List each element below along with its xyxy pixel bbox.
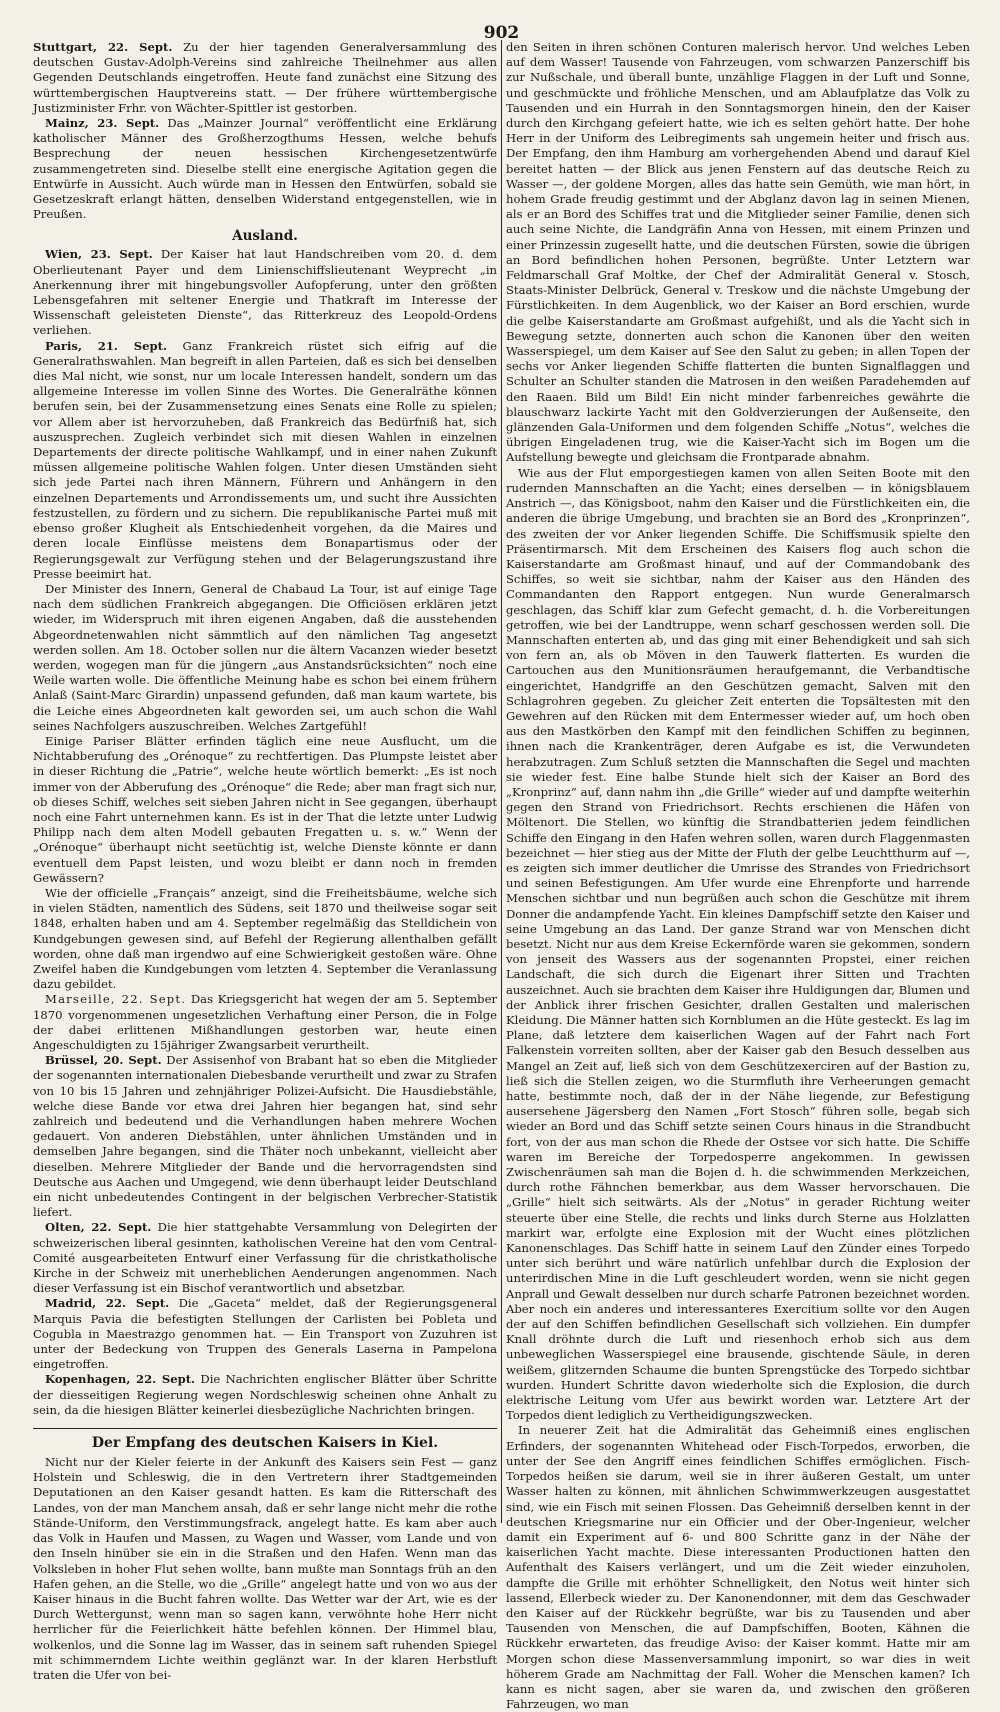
article-madrid [33,1296,497,1372]
dateline: Wien, 23. Sept. [45,247,153,262]
right-column [505,40,970,1712]
dateline: Brüssel, 20. Sept. [45,1053,162,1068]
article-olten [33,1220,497,1296]
article-body: Die „Gaceta“ meldet, daß der Regierungsgeneral Marquis Pavia die befestigten Stellungen der Carlisten bei Pobleta und Cogubla in Maestrazgo genommen hat. — Ein Transport von Zuzuhren ist unter der Bedeckung von Truppen des Generals Laserna in Pampelona eingetroffen. [33,1296,497,1372]
article-body: Das Kriegsgericht hat wegen der am 5. September 1870 vorgenommenen ungesetzlichen Verhaftung einer Person, die in Folge der dabei erlittenen Mißhandlungen gestorben war, heute einen Angeschuldigten zu 15jähriger Zwangsarbeit verurtheilt. [33,992,498,1052]
article-body: Die Nachrichten englischer Blätter über Schritte der diesseitigen Regierung wegen Nordschleswig scheinen ohne Anhalt zu sein, da die hiesigen Blätter keinerlei diesbezügliche Nachrichten bringen. [33,1372,497,1417]
article-body: Der Assisenhof von Brabant hat so eben die Mitglieder der sogenannten internationalen Diebesbande verurtheilt und zwar zu Strafen von 10 bis 15 Jahren und zehnjähriger Polizei-Aufsicht. Die Hausdiebstähle, welche diese Bande vor etwa drei Jahren hier begangen hat, sind sehr zahlreich und bedeutend und die Verhandlungen haben mehrere Wochen gedauert. Von anderen Diebstählen, unter ähnlichen Umständen und in demselben Jahre begangen, sind die Thäter noch unbekannt, vielleicht aber dieselben. Mehrere Mitglieder der Bande und die hervorragendsten sind Deutsche aus Aachen und Umgegend, wie denn überhaupt leider Deutschland ein nicht unbedeutendes Contingent in der belgischen Verbrecher-Statistik liefert. [33,1053,497,1220]
column-divider [501,40,502,1523]
dateline: Madrid, 22. Sept. [45,1296,170,1311]
article-paris-paragraph: Wie der officielle „Français“ anzeigt, sind die Freiheitsbäume, welche sich in vielen Städten, namentlich des Südens, seit 1870 und theilweise sogar seit 1848, erhalten haben und am 4. September regelmäßig das Stelldichein von Kundgebungen gewesen sind, auf Befehl der Regierung allenthalben gefällt worden, ohne daß man irgendwo auf eine Schwierigkeit gestoßen wäre. Ohne Zweifel haben die Kundgebungen vom letzten 4. September die Veranlassung dazu gebildet. [33,885,497,992]
dateline: Olten, 22. Sept. [45,1220,152,1235]
article-paris-paragraph: Der Minister des Innern, General de Chabaud La Tour, ist auf einige Tage nach dem südlichen Frankreich abgegangen. Die Officiösen erklären jetzt wieder, im Widerspruch mit ihren eigenen Angaben, daß die ausstehenden Abgeordnetenwahlen nicht sämmtlich auf den nämlichen Tag angesetzt werden sollen. Am 18. October sollen nur die ältern Vacanzen wieder besetzt werden, wogegen man für die jüngern „aus Anstandsrücksichten“ noch eine Weile warten wolle. Die öffentliche Meinung habe es schon bei einem frühern Anlaß (Saint-Marc Girardin) unpassend gefunden, daß man kaum wartete, bis die Leiche eines Abgeordneten kalt geworden sei, um auch schon die Wahl seines Nachfolgers auszuschreiben. Welches Zartgefühl! [33,581,497,733]
dateline: Stuttgart, 22. Sept. [33,40,173,54]
left-column [33,40,498,1682]
dateline: Kopenhagen, 22. Sept. [45,1372,196,1387]
section-heading-ausland: Ausland. [232,228,298,245]
article-paris-paragraph: Einige Pariser Blätter erfinden täglich eine neue Ausflucht, um die Nichtabberufung des „Orénoque“ zu rechtfertigen. Das Plumpste leistet aber in dieser Richtung die „Patrie“, welche heute wörtlich bemerkt: „Es ist noch immer von der Abberufung des „Orénoque“ die Rede; aber man fragt sich nur, ob dieses Schiff, welches seit sieben Jahren nicht in See gegangen, überhaupt noch eine Fahrt unternehmen kann. Es ist in der That die letzte unter Ludwig Philipp nach dem alten Modell gebauten Fregatten u. s. w.“ Wenn der „Orénoque“ überhaupt nicht seetüchtig ist, welche Dienste könnte er dann eventuell dem Papst leisten, und wozu bleibt er dann noch in fremden Gewässern? [33,733,497,885]
article-kiel-continued: In neuerer Zeit hat die Admiralität das Geheimniß eines englischen Erfinders, der sogenannten Whitehead oder Fisch-Torpedos, erworben, die unter der See den Angriff eines feindlichen Schiffes ermöglichen. Fisch-Torpedos heißen sie darum, weil sie in ihrer äußeren Gestalt, um unter Wasser halten zu können, mit ähnlichen Schwimmwerkzeugen ausgestattet sind, wie ein Fisch mit seinen Flossen. Das Geheimniß derselben kennt in der deutschen Kriegsmarine nur ein Officier und der Ober-Ingenieur, welcher damit ein Experiment auf 6- und 800 Schritte ganz in der Nähe der kaiserlichen Yacht machte. Diese interessanten Productionen hatten den Aufenthalt des Kaisers verlängert, und um die Zeit wieder einzuholen, dampfte die Grille mit erhöhter Schnelligkeit, den Notus weit hinter sich lassend, Ellerbeck wieder zu. Der Kanonendonner, mit dem das Geschwader den Kaiser auf der Rückkehr begrüßte, war bis zu Tausenden und aber Tausenden von Menschen, die auf Dampfschiffen, Booten, Kähnen die Rückkehr erwarteten, das freudige Aviso: der Kaiser kommt. Hatte mir am Morgen schon diese Massenversammlung imponirt, so war dies in weit höherem Grade am Nachmittag der Fall. Woher die Menschen kamen? Ich kann es nicht sagen, aber sie waren da, und zwischen den größeren Fahrzeugen, wo man [505,1423,970,1712]
article-body: Die hier stattgehabte Versammlung von Delegirten der schweizerischen liberal gesinnten, katholischen Vereine hat den vom Central-Comité ausgearbeiteten Entwurf einer Verfassung für die christkatholische Kirche in der Schweiz mit unerheblichen Aenderungen angenommen. Nach dieser Verfassung ist ein Bischof verantwortlich und absetzbar. [33,1220,498,1296]
dateline: Mainz, 23. Sept. [45,116,160,131]
article-kopenhagen [33,1372,497,1418]
article-body: Der Kaiser hat laut Handschreiben vom 20. d. dem Oberlieutenant Payer und dem Linienschiffslieutenant Weyprecht „in Anerkennung ihrer mit hingebungsvoller Aufopferung, unter den größten Lebensgefahren mit seltener Energie und Thatkraft im Interesse der Wissenschaft geleisteten Dienste“, das Ritterkreuz des Leopold-Ordens verliehen. [33,247,497,338]
article-bruessel [33,1053,497,1220]
article-paris [33,339,497,582]
article-wien [33,247,497,338]
article-kiel-body: Nicht nur der Kieler feierte in der Ankunft des Kaisers sein Fest — ganz Holstein und Schleswig, die in den Vertretern ihrer Stadtgemeinden Deputationen an den Kaiser gesandt hatten. Es kam die Ritterschaft des Landes, von der man Manchem ansah, daß er sehr lange nicht mehr die rothe Stände-Uniform, den Verstimmungsfrack, angelegt hatte. Es kam aber auch das Volk in Haufen und Massen, zu Wagen und Wasser, vom Lande und von den Inseln hinüber sie ein in die Straßen und den Hafen. Wenn man das Volksleben in hoher Flut sehen wollte, bann mußte man Sonntags früh an den Hafen gehen, an die Stelle, wo die „Grille“ angelegt hatte und von wo aus der Kaiser hinaus in die Bucht fahren wollte. Das Wetter war der Art, wie es der Durch Wettergunst, wenn man so sagen kann, verwöhnte hohe Herr nicht herrlicher für die Feierlichkeit hätte befehlen können. Der Himmel blau, wolkenlos, und die Sonne lag im Wasser, das in seinem saft ruhenden Spiegel mit schimmerndem Lichte weithin geglänzt war. In der klaren Herbstluft traten die Ufer von bei- [33,1455,497,1682]
article-body: Zu der hier tagenden Generalversammlung des deutschen Gustav-Adolph-Vereins sind zahlreiche Theilnehmer aus allen Gegenden Deutschlands eingetroffen. Heute fand zunächst eine Sitzung des württembergischen Hauptvereins statt. — Der frühere württembergische Justizminister Frhr. von Wächter-Spittler ist gestorben. [33,40,498,115]
article-marseille [33,992,497,1053]
columns [33,40,970,1712]
article-body: Das „Mainzer Journal“ veröffentlicht eine Erklärung katholischer Männer des Großherzogthums Hessen, welche behufs Besprechung der neuen hessischen Kirchengesetzentwürfe zusammengetreten sind. Dieselbe stellt eine energische Agitation gegen die Entwürfe in Aussicht. Auch würde man in Hessen den Entwürfen, sobald sie Gesetzeskraft erlangt hätten, denselben Widerstand entgegenstellen, wie in Preußen. [33,116,498,222]
article-kiel-continued: den Seiten in ihren schönen Conturen malerisch hervor. Und welches Leben auf dem Wasser! Tausende von Fahrzeugen, vom schwarzen Panzerschiff bis zur Nußschale, und überall bunte, unzählige Flaggen in der Luft und Sonne, und geschmückte und fröhliche Menschen, und am Ablaufplatze das Volk zu Tausenden und ein Hurrah in den Sonntagsmorgen hinein, den der Kaiser durch den Kirchgang gefeiert hatte, wie ich es selten gehört hatte. Der hohe Herr in der Uniform des Leibregiments sah ungemein heiter und frisch aus. Der Empfang, den ihm Hamburg am vorhergehenden Abend und darauf Kiel bereitet hatten — der Blick aus jenen Fenstern auf das deutsche Reich zu Wasser —, der goldene Morgen, alles das hatte sein Gemüth, wie man hört, in hohem Grade freudig gestimmt und der Abglanz davon lag in seinen Mienen, als er an Bord des Schiffes trat und die Mitglieder seiner Familie, denen sich auch seine Nichte, die Landgräfin Anna von Hessen, mit einem Prinzen und einer Prinzessin zugesellt hatte, und die deutschen Fürsten, sowie die übrigen an Bord befindlichen hohen Personen, begrüßte. Unter Letztern war Feldmarschall Graf Moltke, der Chef der Admiralität General v. Stosch, Staats-Minister Delbrück, General v. Treskow und die nächste Umgebung der Fürstlichkeiten. In dem Augenblick, wo der Kaiser an Bord erschien, wurde die gelbe Kaiserstandarte am Großmast aufgehißt, und als die Yacht sich in Bewegung setzte, donnerten auch schon die Kanonen über den weiten Wasserspiegel, um dem Kaiser auf See den Salut zu geben; in allen Topen der sechs vor Anker liegenden Schiffe flatterten die bunten Signalflaggen und Schulter an Schulter standen die Matrosen in den weißen Paradehemden auf den Raaen. Bild um Bild! Ein nicht minder farbenreiches gewährte die blauschwarz lackirte Yacht mit den Goldverzierungen der Außenseite, den glänzenden Gala-Uniformen und dem folgenden Schiffe „Notus“, welches die übrigen Eingeladenen trug, wie die Kaiser-Yacht sich im Bogen um die Aufstellung bewegte und gleichsam die Frontparade abnahm. [505,40,970,465]
article-kiel-continued: Wie aus der Flut emporgestiegen kamen von allen Seiten Boote mit den rudernden Mannschaften an die Yacht; eines derselben — in königsblauem Anstrich —, das Königsboot, nahm den Kaiser und die Fürstlichkeiten ein, die anderen die übrige Umgebung, und brachten sie an Bord des „Kronprinzen“, des zweiten der vor Anker liegenden Schiffe. Die Schiffsmusik spielte den Präsentirmarsch. Mit dem Erscheinen des Kaisers flog auch schon die Kaiserstandarte am Großmast hinauf, und auf der Commandobank des Schiffes, so weit sie sichtbar, nahm der Kaiser aus den Händen des Commandanten den Rapport entgegen. Nun wurde Generalmarsch geschlagen, das Schiff klar zum Gefecht gemacht, d. h. die Vorbereitungen getroffen, wie bei der Landtruppe, wenn scharf geschossen werden soll. Die Mannschaften enterten ab, und das ging mit einer Behendigkeit und sah sich von fern an, als ob Möven in den Tauwerk flatterten. Es wurden die Cartouchen aus den Munitionsräumen heraufgemannt, die Verbandtische eingerichtet, Handgriffe an den Geschützen gemacht, Salven mit den Schlagrohren gegeben. Zu gleicher Zeit enterten die Topsältesten mit den Gewehren auf den Rücken mit dem Entermesser wieder auf, um hoch oben aus den Mastkörben den Kampf mit den feindlichen Schiffen zu beginnen, ihnen nach die Krankenträger, deren Aufgabe es ist, die Verwundeten herabzutragen. Zum Schluß setzten die Mannschaften die Segel und machten sie wieder fest. Eine halbe Stunde hielt sich der Kaiser an Bord des „Kronprinz“ auf, dann nahm ihn „die Grille“ wieder auf und dampfte weiterhin gegen den Strand von Friedrichsort. Rechts erschienen die Häfen von Möltenort. Die Stellen, wo künftig die Strandbatterien jedem feindlichen Schiffe den Eingang in den Hafen wehren sollen, waren durch Flaggenmasten bezeichnet — hier stieg aus der Mitte der Fluth der gelbe Leuchtthurm auf —, es zeigten sich immer deutlicher die Umrisse des Strandes von Friedrichsort und seinen Befestigungen. Am Ufer wurde eine Ehrenpforte und harrende Menschen sichtbar und nun begrüßen auch schon die Geschütze mit ihrem Donner die andampfende Yacht. Ein kleines Dampfschiff setzte den Kaiser und seine Umgebung an das Land. Der ganze Strand war von Menschen dicht besetzt. Nicht nur aus dem Kreise Eckernförde waren sie gekommen, sondern von jenseit des Wassers aus der sogenannten Propstei, einer reichen Landschaft, die sich durch die Eigenart ihrer Sitten und Trachten auszeichnet. Auch sie brachten dem Kaiser ihre Huldigungen dar, Blumen und der Anblick ihrer frischen Gesichter, drallen Gestalten und malerischen Kleidung. Die Männer hatten sich Kornblumen an die Hüte gesteckt. Es lag im Plane, daß letztere dem kaiserlichen Wagen auf der Fahrt nach Fort Falkenstein vorreiten sollten, aber der Kaiser gab den Besuch desselben aus Mangel an Zeit auf, ließ sich von dem Geschützexerciren auf der Bastion zu, ließ sich die Stellen zeigen, wo die Sturmfluth ihre Verheerungen gemacht hatte, bestimmte noch, daß der in der Nähe liegende, zur Befestigung ausersehene Jägersberg den Namen „Fort Stosch“ führen solle, begab sich wieder an Bord und das Schiff setzte seinen Cours hinaus in die Strandbucht fort, von der aus man schon die Rhede der Ostsee vor sich hatte. Die Schiffe waren im Bereiche der Torpedosperre angekommen. In gewissen Zwischenräumen sah man die Bojen d. h. die schwimmenden Merkzeichen, durch rothe Fähnchen bemerkbar, aus dem Wasser hervorschauen. Die „Grille“ hielt sich seitwärts. Als der „Notus“ in gerader Richtung weiter steuerte über eine Stelle, die rechts und links durch Sterne aus Holzlatten markirt war, erfolgte eine Explosion mit der Wucht eines plötzlichen Kanonenschlages. Das Schiff hatte in seinem Lauf den Zünder eines Torpedo unter sich berührt und wäre natürlich unfehlbar durch die Explosion der unterirdischen Mine in die Luft geschleudert worden, wenn sie nicht gegen Anprall und Gewalt desselben nur durch scharfe Patronen bezeichnet worden. Aber noch ein anderes und interessanteres Exercitium sollte vor den Augen der auf den Schiffen befindlichen Gesellschaft sich vollziehen. Ein dumpfer Knall dröhnte durch die Luft und riesenhoch erhob sich aus dem unbeweglichen Wasserspiegel eine brausende, gischtende Säule, in deren weißem, glitzernden Schaume die bunten Sprengstücke des Torpedo sichtbar wurden. Hundert Schritte davon wiederholte sich die Explosion, die durch elektrische Leitung vom Ufer aus bewirkt worden war. Letztere Art der Torpedos dient lediglich zu Vertheidigungszwecken. [505,465,970,1423]
article-stuttgart [33,40,497,116]
article-title-kiel: Der Empfang des deutschen Kaisers in Kiel. [33,1428,497,1451]
article-mainz [33,116,497,222]
article-body: Ganz Frankreich rüstet sich eifrig auf die Generalrathswahlen. Man begreift in allen Parteien, daß es sich bei denselben dies Mal nicht, wie sonst, nur um locale Interessen handelt, sondern um das allgemeine Interesse im vollen Sinne des Wortes. Die Generalräthe können berufen sein, bei der Zusammensetzung eines Senats eine Rolle zu spielen; vor Allem aber ist hervorzuheben, daß Frankreich das Bedürfniß hat, sich auszusprechen. Zugleich verbindet sich mit diesen Wahlen in einzelnen Departements der directe politische Wahlkampf, und in einer nahen Zukunft müssen allgemeine politische Wahlen folgen. Unter diesen Umständen sieht sich jede Partei nach ihren Männern, Führern und Anhängern in den einzelnen Departements und Arrondissements um, und sucht ihre Aussichten festzustellen, zu fördern und zu sichern. Die republikanische Partei muß mit ebenso großer Klugheit als Entschiedenheit vorgehen, da die Maires und deren locale Einflüsse meistens dem Bonapartismus oder der Regierungsgewalt zur Verfügung stehen und der Belagerungszustand ihre Presse beeimirt hat. [33,338,497,581]
page-number: 902 [483,23,520,43]
dateline: Paris, 21. Sept. [45,338,168,353]
dateline: Marseille, 22. Sept. [45,992,187,1007]
